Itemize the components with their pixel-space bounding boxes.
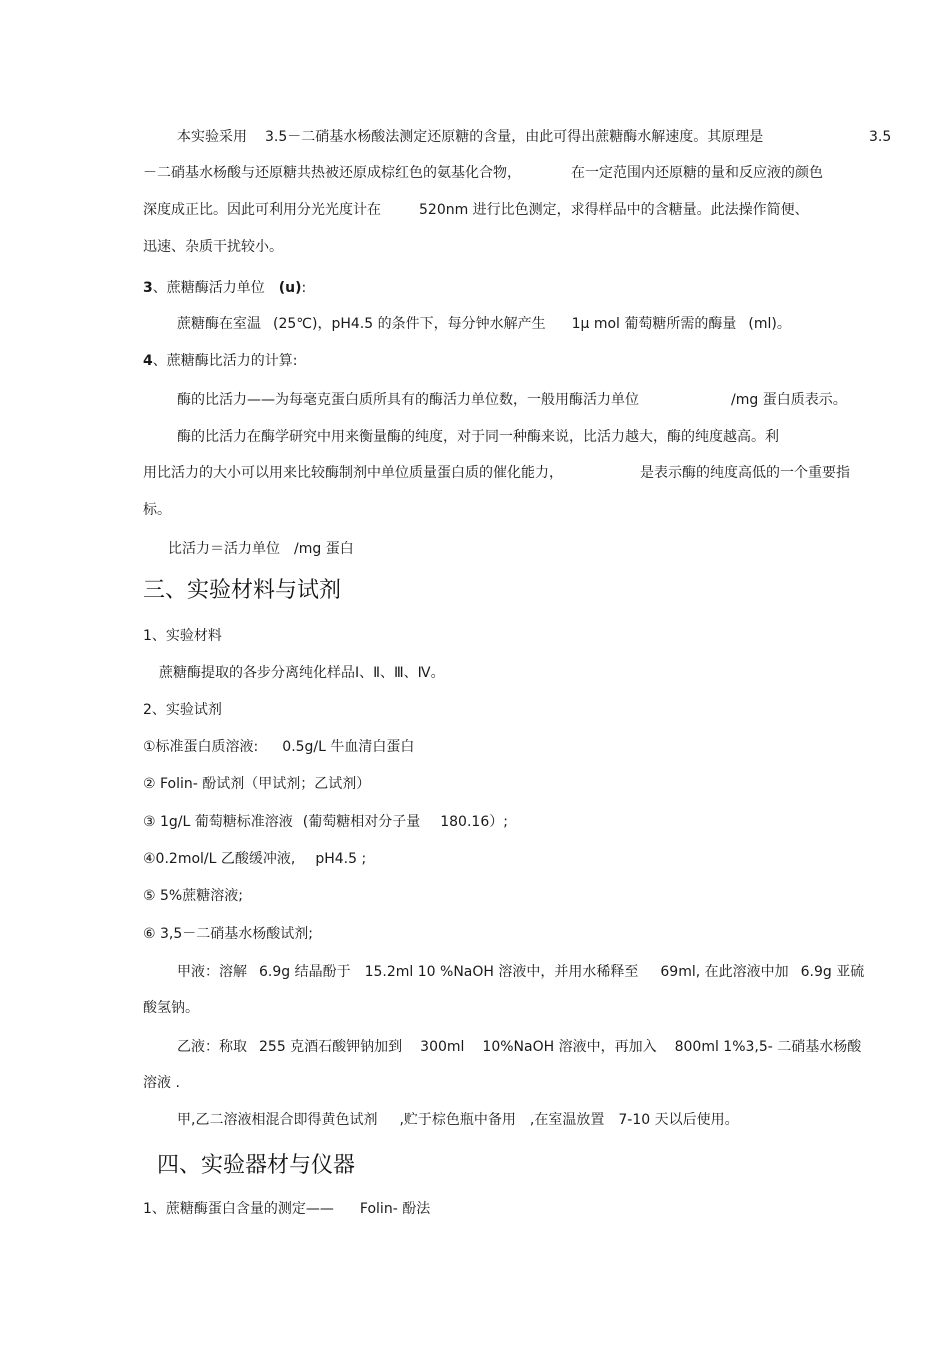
- text: 255 克酒石酸钾钠加到: [259, 1039, 403, 1055]
- text: 6.9g 亚硫: [800, 964, 865, 980]
- text: (ml)。: [748, 316, 791, 332]
- specific-para-2d: [143, 500, 893, 520]
- text: 15.2ml 10 %NaOH 溶液中，并用水稀释至: [364, 964, 639, 980]
- text: ⑤ 5%蔗糖溶液;: [143, 888, 243, 904]
- section-3-sub-1: [143, 626, 893, 646]
- unit-heading: [143, 278, 893, 298]
- reagent-5: [143, 886, 893, 906]
- text: :: [301, 280, 307, 296]
- text: 迅速、杂质干扰较小。: [143, 239, 283, 255]
- text: Folin- 酚法: [359, 1201, 431, 1217]
- section-3-sub-2: [143, 700, 893, 720]
- text: 是表示酶的纯度高低的一个重要指: [640, 465, 850, 481]
- unit-definition: [177, 314, 927, 334]
- principle-line-1-end: [869, 127, 891, 147]
- mixing-line: [177, 1110, 927, 1130]
- text: (葡萄糖相对分子量: [302, 814, 421, 830]
- solution-b-line-1: [177, 1037, 927, 1057]
- text: 10%NaOH 溶液中，再加入: [482, 1039, 657, 1055]
- text: ④0.2mol/L 乙酸缓冲液,: [143, 851, 296, 867]
- text: 深度成正比。因此可利用分光光度计在: [143, 202, 381, 218]
- text: 、蔗糖酶比活力的计算:: [152, 353, 298, 369]
- text: －二硝基水杨酸与还原糖共热被还原成棕红色的氨基化合物，: [143, 165, 521, 181]
- principle-line-3: [143, 200, 893, 220]
- text: ③ 1g/L 葡萄糖标准溶液: [143, 814, 293, 830]
- solution-b-line-2: [143, 1073, 893, 1093]
- text: 酶的比活力在酶学研究中用来衡量酶的纯度，对于同一种酶来说，比活力越大，酶的纯度越高。利: [177, 429, 779, 445]
- reagent-6: [143, 924, 893, 944]
- text: 在一定范围内还原糖的量和反应液的颜色: [571, 165, 823, 181]
- text: 3.5: [869, 129, 892, 145]
- text: 6.9g 结晶酚于: [259, 964, 351, 980]
- text: 3: [143, 280, 153, 296]
- text: 蔗糖酶提取的各步分离纯化样品Ⅰ、Ⅱ、Ⅲ、Ⅳ。: [159, 665, 445, 681]
- text: ①标准蛋白质溶液:: [143, 739, 259, 755]
- text: 7-10 天以后使用。: [618, 1112, 739, 1128]
- section-3-heading: 三、实验材料与试剂: [143, 578, 342, 603]
- reagent-1: [143, 737, 893, 757]
- text: 4: [143, 353, 153, 369]
- text: 、蔗糖酶活力单位: [152, 280, 265, 296]
- text: 甲液：溶解: [177, 964, 247, 980]
- text: 1、实验材料: [143, 628, 222, 644]
- text: (u): [278, 280, 302, 296]
- specific-para-2: [177, 427, 927, 447]
- reagent-2: [143, 774, 893, 794]
- text: 标。: [143, 502, 171, 518]
- text: 1、蔗糖酶蛋白含量的测定——: [143, 1201, 334, 1217]
- reagent-3: [143, 812, 893, 832]
- text: 520nm 进行比色测定，求得样品中的含糖量。此法操作简便、: [419, 202, 809, 218]
- text: 3.5－二硝基水杨酸法测定还原糖的含量，由此可得出蔗糖酶水解速度。其原理是: [265, 129, 764, 145]
- text: 69ml, 在此溶液中加: [660, 964, 789, 980]
- principle-line-2: [143, 163, 893, 183]
- text: 酶的比活力——为每毫克蛋白质所具有的酶活力单位数，一般用酶活力单位: [177, 392, 639, 408]
- text: 用比活力的大小可以用来比较酶制剂中单位质量蛋白质的催化能力，: [143, 465, 563, 481]
- materials-line: [159, 663, 909, 683]
- text: ② Folin- 酚试剂（甲试剂；乙试剂）: [143, 776, 371, 792]
- text: 1μ mol 葡萄糖所需的酶量: [571, 316, 737, 332]
- text: 酸氢钠。: [143, 1000, 199, 1016]
- text: ,贮于棕色瓶中备用: [399, 1112, 516, 1128]
- text: 溶液 .: [143, 1075, 180, 1091]
- text: 0.5g/L 牛血清白蛋白: [282, 739, 415, 755]
- text: 2、实验试剂: [143, 702, 222, 718]
- text: 比活力＝活力单位: [168, 541, 280, 557]
- specific-para-2c: [640, 463, 850, 483]
- text: /mg 蛋白质表示。: [731, 392, 847, 408]
- section-4-heading: 四、实验器材与仪器: [157, 1153, 356, 1178]
- principle-line-1: [177, 127, 927, 147]
- text: 蔗糖酶在室温: [177, 316, 261, 332]
- reagent-4: [143, 849, 893, 869]
- text: /mg 蛋白: [294, 541, 354, 557]
- text: 乙液：称取: [177, 1039, 247, 1055]
- text: 180.16）;: [440, 814, 508, 830]
- text: ,在室温放置: [529, 1112, 605, 1128]
- section-4-sub-1: [143, 1199, 893, 1219]
- text: pH4.5 ;: [315, 851, 367, 867]
- text: (25℃)，pH4.5 的条件下，每分钟水解产生: [273, 316, 546, 332]
- text: 本实验采用: [177, 129, 247, 145]
- solution-a-line-2: [143, 998, 893, 1018]
- text: 300ml: [420, 1039, 465, 1055]
- specific-heading: [143, 351, 893, 371]
- text: 800ml 1%3,5- 二硝基水杨酸: [674, 1039, 862, 1055]
- text: 甲,乙二溶液相混合即得黄色试剂: [177, 1112, 378, 1128]
- specific-formula: [168, 539, 918, 559]
- specific-para-1-end: [731, 390, 847, 410]
- solution-a-line-1: [177, 962, 927, 982]
- text: ⑥ 3,5－二硝基水杨酸试剂;: [143, 926, 313, 942]
- principle-line-4: [143, 237, 893, 257]
